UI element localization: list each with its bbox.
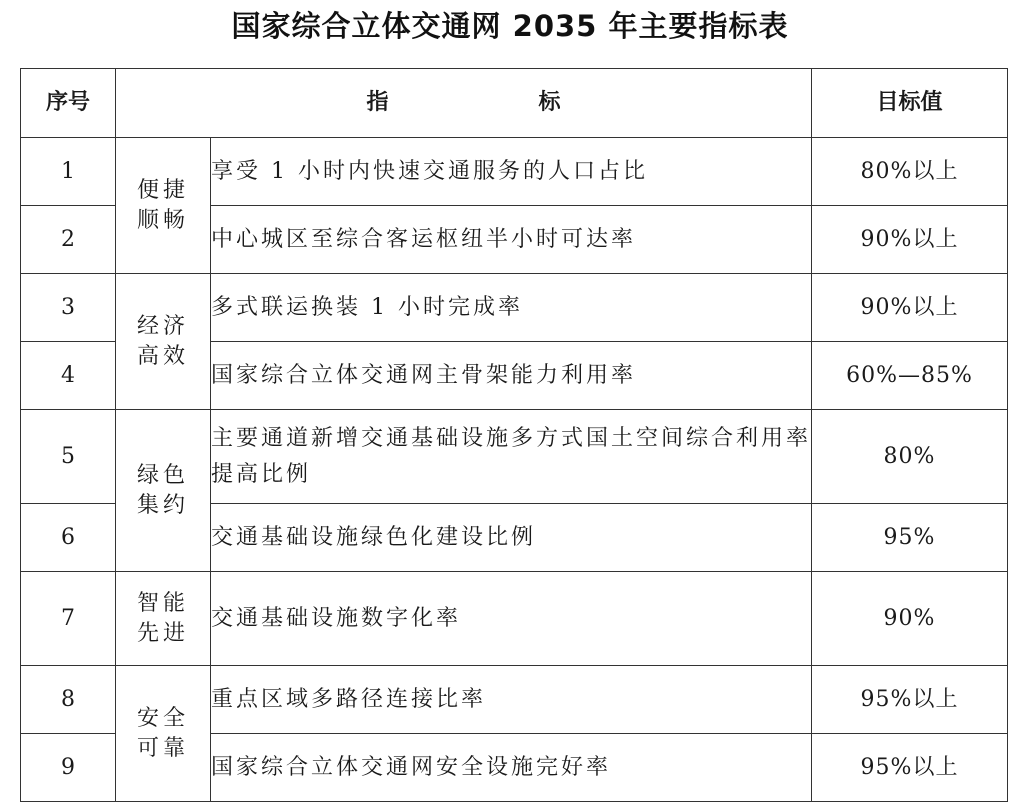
row-target-value: 95% — [812, 504, 1008, 572]
indicator-table — [20, 68, 1008, 802]
category-cell — [116, 572, 211, 666]
table-row — [21, 138, 1008, 206]
category-cell — [116, 138, 211, 274]
row-seq: 6 — [21, 504, 116, 572]
header-target: 目标值 — [812, 69, 1008, 138]
table-row — [21, 572, 1008, 666]
row-target-value: 90% — [812, 572, 1008, 666]
category-cell — [116, 410, 211, 572]
category-cell — [116, 666, 211, 802]
header-seq: 序号 — [21, 69, 116, 138]
table-header-row — [21, 69, 1008, 138]
category-label: 安全 可靠 — [136, 705, 189, 761]
category-label: 便捷 顺畅 — [136, 177, 189, 233]
row-target-value: 80% — [812, 410, 1008, 504]
row-indicator-name: 享受 1 小时内快速交通服务的人口占比 — [211, 138, 812, 206]
table-row — [21, 666, 1008, 734]
row-seq: 4 — [21, 342, 116, 410]
row-target-value: 80%以上 — [812, 138, 1008, 206]
table-row — [21, 274, 1008, 342]
category-label: 智能 先进 — [136, 590, 189, 646]
table-row — [21, 410, 1008, 504]
row-seq: 7 — [21, 572, 116, 666]
row-target-value: 90%以上 — [812, 206, 1008, 274]
row-indicator-name: 多式联运换装 1 小时完成率 — [211, 274, 812, 342]
row-target-value: 95%以上 — [812, 734, 1008, 802]
row-seq: 9 — [21, 734, 116, 802]
row-target-value: 95%以上 — [812, 666, 1008, 734]
row-seq: 1 — [21, 138, 116, 206]
header-indicator-right: 标 — [538, 90, 561, 115]
category-label: 经济 高效 — [136, 313, 189, 369]
header-indicator — [116, 69, 812, 138]
row-indicator-name: 国家综合立体交通网主骨架能力利用率 — [211, 342, 812, 410]
row-indicator-name: 国家综合立体交通网安全设施完好率 — [211, 734, 812, 802]
row-seq: 8 — [21, 666, 116, 734]
row-indicator-name: 主要通道新增交通基础设施多方式国土空间综合利用率提高比例 — [211, 410, 812, 504]
row-target-value: 90%以上 — [812, 274, 1008, 342]
row-seq: 5 — [21, 410, 116, 504]
header-indicator-left: 指 — [366, 90, 389, 115]
category-label: 绿色 集约 — [136, 462, 189, 518]
row-target-value: 60%—85% — [812, 342, 1008, 410]
page-title: 国家综合立体交通网 2035 年主要指标表 — [231, 9, 789, 43]
row-seq: 3 — [21, 274, 116, 342]
row-indicator-name: 重点区域多路径连接比率 — [211, 666, 812, 734]
row-indicator-name: 中心城区至综合客运枢纽半小时可达率 — [211, 206, 812, 274]
category-cell — [116, 274, 211, 410]
row-seq: 2 — [21, 206, 116, 274]
row-indicator-name: 交通基础设施绿色化建设比例 — [211, 504, 812, 572]
row-indicator-name: 交通基础设施数字化率 — [211, 572, 812, 666]
